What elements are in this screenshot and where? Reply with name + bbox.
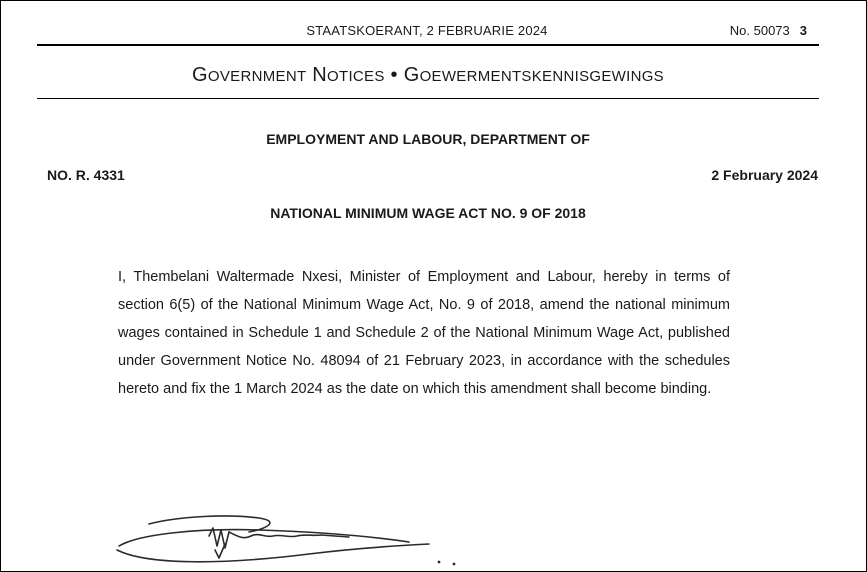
signature-dot: [438, 561, 441, 564]
notice-date: 2 February 2024: [711, 167, 818, 183]
section-rule: [37, 98, 819, 99]
notice-number: NO. R. 4331: [47, 167, 125, 183]
notice-body: I, Thembelani Waltermade Nxesi, Minister of Employment and Labour, hereby in terms of section 6(5) of the National Minimum Wage Act, No. 9 of 2018, amend the national minimum wages contained in Schedule 1 and Schedule 2 of the National Minimum Wage Act, published under Government Notice No. 48094 of 21 February 2023, in accordance with the schedules hereto and fix the 1 March 2024 as the date on which this amendment shall become binding.: [118, 269, 730, 397]
department-name: EMPLOYMENT AND LABOUR, DEPARTMENT OF: [266, 131, 590, 147]
header-rule: [37, 44, 819, 46]
page-number: 3: [799, 23, 807, 38]
gazette-issue-number: [730, 23, 807, 38]
act-title: NATIONAL MINIMUM WAGE ACT NO. 9 OF 2018: [270, 205, 586, 221]
section-heading-label: GOVERNMENT NOTICES • GOEWERMENTSKENNISGEWINGS: [192, 64, 664, 86]
issue-number: No. 50073: [729, 23, 790, 38]
minister-signature: [109, 506, 469, 572]
signature-dot: [453, 563, 456, 566]
gazette-title: STAATSKOERANT, 2 FEBRUARIE 2024: [306, 23, 548, 38]
section-heading: [37, 61, 819, 89]
running-header: [37, 19, 817, 41]
section-heading-text: [37, 61, 819, 89]
